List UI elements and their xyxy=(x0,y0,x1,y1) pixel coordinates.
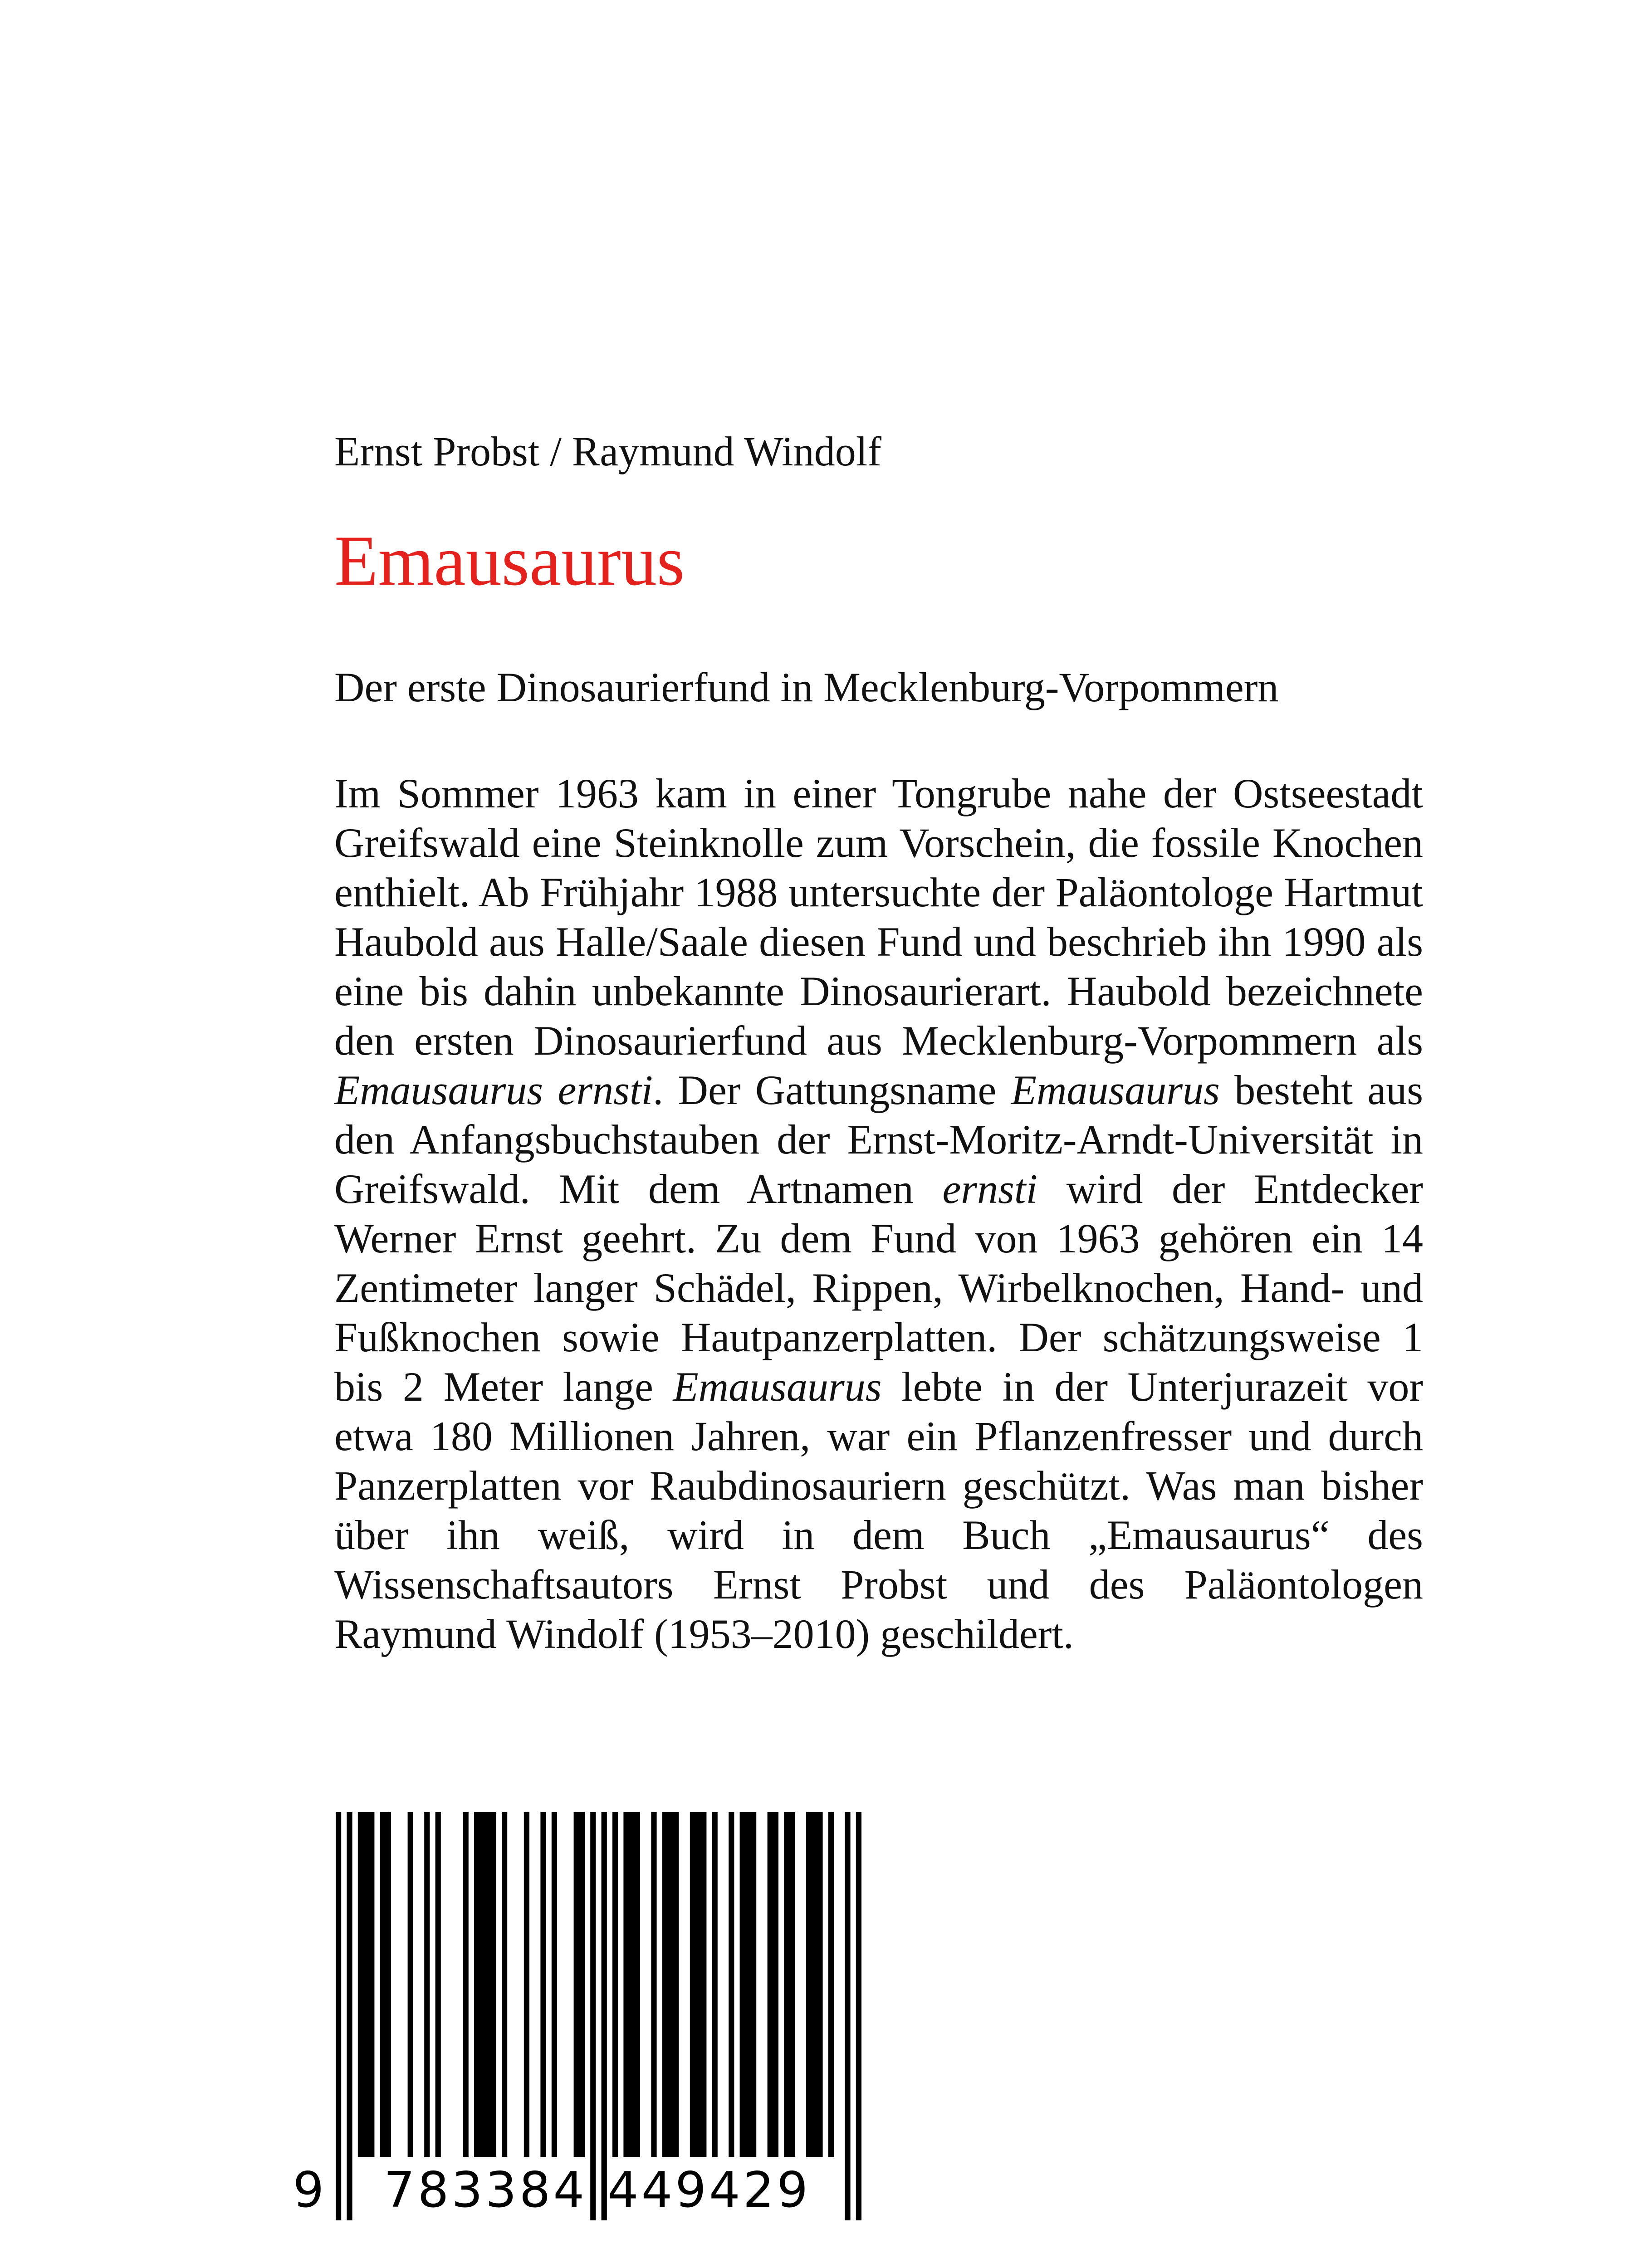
barcode-left-group: 783384 xyxy=(383,2162,587,2219)
barcode-bar xyxy=(524,1812,529,2157)
barcode-bar xyxy=(712,1812,718,2157)
barcode-bar xyxy=(408,1812,413,2157)
blurb-text: lebte in der Unterjurazeit vor etwa 180 Millionen Jahren, war ein Pflanzenfresser und durch Panzerplatten vor Raubdinosauriern geschützt. Was man bisher über ihn weiß, wird in dem Buch „Emausaurus“ des Wissenschaftsautors Ernst Probst und des Paläontologen Raymund Windolf (1953–2010) geschildert. xyxy=(334,1364,1424,1657)
barcode-bar xyxy=(424,1812,430,2157)
barcode-bar xyxy=(612,1812,618,2157)
barcode-bar xyxy=(828,1812,834,2157)
book-title: Emausaurus xyxy=(334,521,685,601)
isbn-barcode xyxy=(290,1808,871,2225)
blurb-genus-name: Emausaurus xyxy=(673,1364,882,1410)
barcode-guard-bar xyxy=(590,1812,596,2220)
barcode-guard-bar xyxy=(856,1812,861,2220)
authors-line: Ernst Probst / Raymund Windolf xyxy=(334,428,881,474)
barcode-bar xyxy=(358,1812,375,2157)
barcode-bar xyxy=(651,1812,656,2157)
barcode-bar xyxy=(435,1812,441,2157)
blurb-species-name: Emausaurus ernsti xyxy=(334,1067,653,1113)
barcode-bar xyxy=(690,1812,707,2157)
barcode-bar xyxy=(474,1812,496,2157)
barcode-guard-bar xyxy=(336,1812,341,2220)
barcode-first-digit: 9 xyxy=(293,2162,324,2219)
blurb-paragraph xyxy=(334,769,1423,1659)
barcode-bar xyxy=(574,1812,585,2157)
blurb-text: wird der Entdecker Werner Ernst geehrt. Zu dem Fund von 1963 gehören ein 14 Zentimeter langer Schädel, Rippen, Wirbelknochen, Hand- und Fußknochen sowie Hautpanzerplatten. Der schätzungsweise 1 bis 2 Meter lange xyxy=(334,1166,1423,1410)
barcode-bar xyxy=(740,1812,757,2157)
blurb-epithet-name: ernsti xyxy=(942,1166,1038,1212)
barcode-guard-bar xyxy=(602,1812,607,2220)
barcode-digits xyxy=(293,2162,811,2219)
barcode-bar xyxy=(729,1812,734,2157)
barcode-right-group: 449429 xyxy=(607,2162,811,2219)
blurb-text: . Der Gattungsname xyxy=(653,1067,1011,1113)
barcode-bar xyxy=(784,1812,795,2157)
blurb-genus-name: Emausaurus xyxy=(1011,1067,1220,1113)
barcode-guard-bar xyxy=(347,1812,352,2220)
book-subtitle: Der erste Dinosaurierfund in Mecklenburg-Vorpommern xyxy=(334,664,1279,710)
barcode-bar xyxy=(552,1812,557,2157)
barcode-guard-bar xyxy=(845,1812,850,2220)
blurb-text: Im Sommer 1963 kam in einer Tongrube nahe der Ostseestadt Greifswald eine Steinknolle zum Vorschein, die fossile Knochen enthielt. Ab Frühjahr 1988 untersuchte der Paläontologe Hartmut Haubold aus Halle/Saale diesen Fund und beschrieb ihn 1990 als eine bis dahin unbekannte Dinosaurierart. Haubold bezeichnete den ersten Dinosaurierfund aus Mecklenburg-Vorpommern als xyxy=(334,770,1423,1064)
barcode-bar xyxy=(662,1812,679,2157)
barcode-bar xyxy=(806,1812,823,2157)
barcode-bar xyxy=(380,1812,391,2157)
barcode-bar xyxy=(623,1812,640,2157)
barcode-bar xyxy=(768,1812,778,2157)
blurb-text: besteht aus den Anfangsbuchstauben der Ernst-Moritz-Arndt-Universität in Greifswald. Mit dem Artnamen xyxy=(334,1067,1423,1212)
barcode-bar xyxy=(463,1812,469,2157)
barcode-bars xyxy=(336,1812,861,2220)
barcode-bar xyxy=(540,1812,546,2157)
barcode-bar xyxy=(502,1812,507,2157)
